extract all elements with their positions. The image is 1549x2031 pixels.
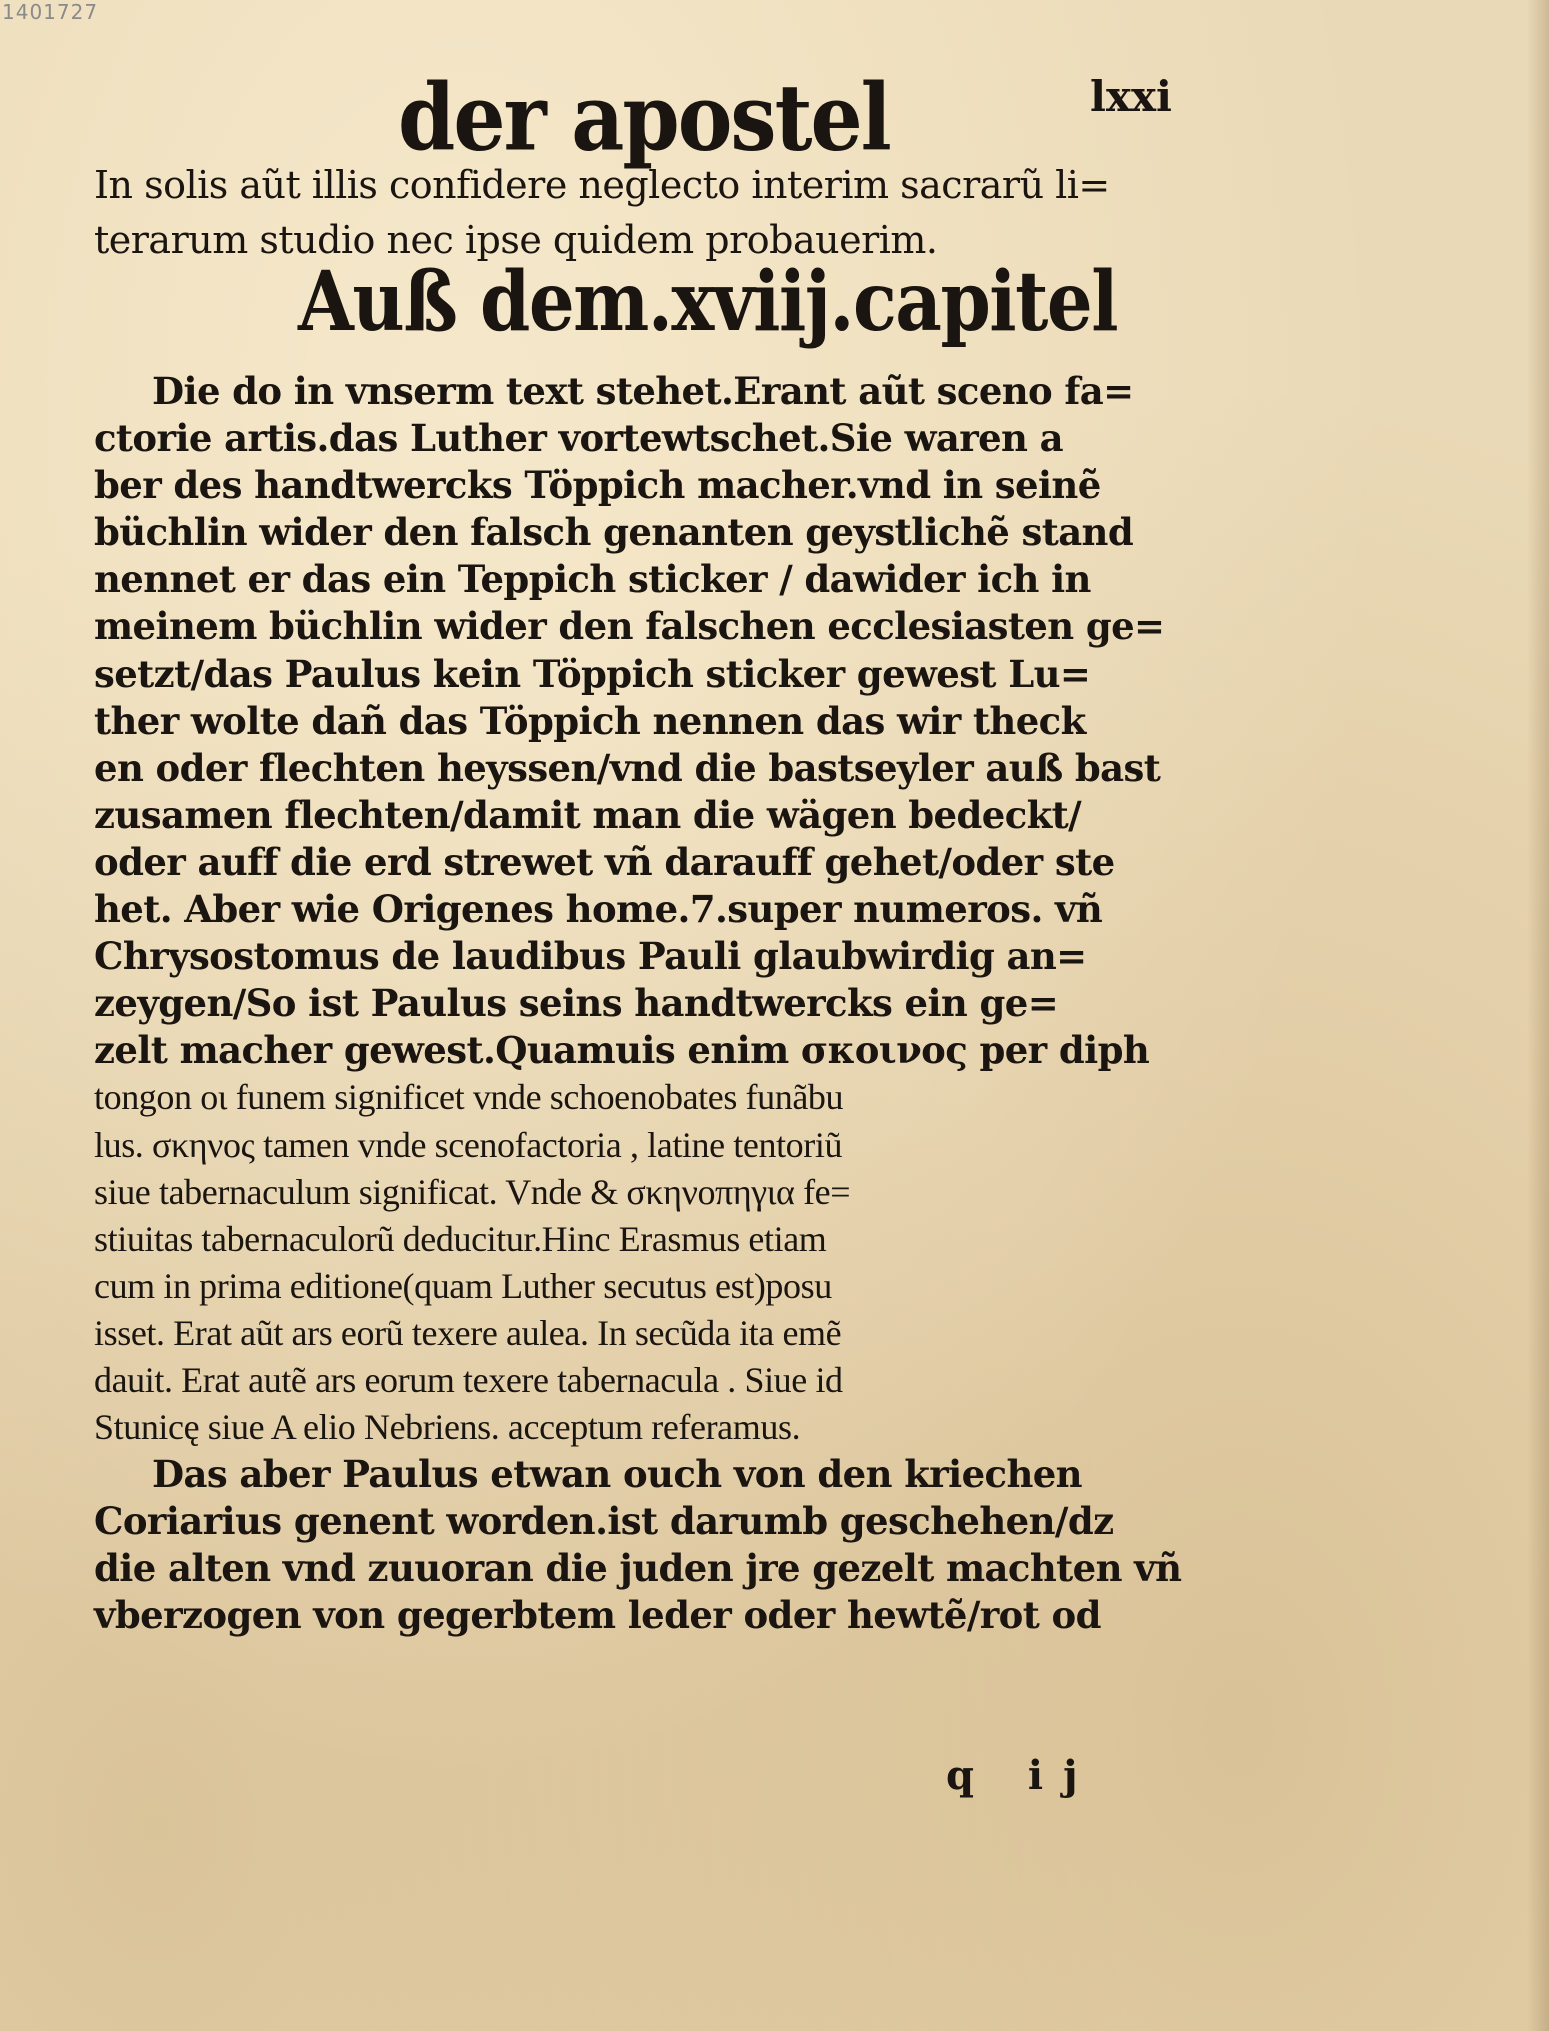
body-line: isset. Erat aũt ars eorũ texere aulea. In secũda ita emẽ (94, 1312, 842, 1353)
folio-number: lxxi (1090, 72, 1172, 121)
body-line: Stunicę siue A elio Nebriens. acceptum referamus. (94, 1407, 801, 1448)
body-line: büchlin wider den falsch genanten geystlichẽ stand (94, 510, 1134, 555)
body-line: ther wolte dañ das Töppich nennen das wir theck (94, 698, 1086, 743)
shelfmark: 1401727 (2, 0, 99, 24)
body-line: ber des handtwercks Töppich macher.vnd in seinẽ (94, 463, 1101, 508)
chapter-heading: Auß dem.xviij.capitel (298, 251, 1118, 350)
latin-intro-line: terarum studio nec ipse quidem probauerim. (94, 218, 938, 262)
body-line: het. Aber wie Origenes home.7.super numeros. vñ (94, 887, 1103, 932)
body-line: Die do in vnserm text stehet.Erant aũt sceno fa= (152, 369, 1134, 413)
body-line: Das aber Paulus etwan ouch von den kriechen (152, 1452, 1082, 1497)
body-line: zusamen flechten/damit man die wägen bedeckt/ (94, 792, 1082, 837)
page-edge-shadow (1527, 0, 1549, 2031)
body-line: stiuitas tabernaculorũ deducitur.Hinc Erasmus etiam (94, 1218, 827, 1259)
body-line: zelt macher gewest.Quamuis enim σκοινος per diph (94, 1028, 1150, 1073)
body-line: zeygen/So ist Paulus seins handtwercks ein ge= (94, 981, 1059, 1026)
body-line: nennet er das ein Teppich sticker / dawider ich in (94, 557, 1091, 602)
body-line: cum in prima editione(quam Luther secutus est)posu (94, 1265, 832, 1306)
body-line: tongon οι funem significet vnde schoenobates funãbu (94, 1077, 844, 1118)
running-head: der apostel (398, 64, 890, 172)
body-line: oder auff die erd strewet vñ darauff gehet/oder ste (94, 839, 1115, 884)
body-text (94, 368, 1182, 1640)
body-line: en oder flechten heyssen/vnd die bastseyler auß bast (94, 745, 1161, 790)
latin-intro-line: In solis aũt illis confidere neglecto interim sacrarũ li= (94, 163, 1110, 207)
body-line: Chrysostomus de laudibus Pauli glaubwirdig an= (94, 934, 1087, 979)
body-line: lus. σκηνος tamen vnde scenofactoria , latine tentoriũ (94, 1124, 843, 1165)
body-line: setzt/das Paulus kein Töppich sticker gewest Lu= (94, 651, 1091, 696)
body-line: Coriarius genent worden.ist darumb geschehen/dz (94, 1499, 1114, 1544)
body-line: siue tabernaculum significat. Vnde & σκηνοπηγια fe= (94, 1171, 851, 1212)
body-line: ctorie artis.das Luther vortewtschet.Sie waren a (94, 416, 1064, 461)
body-line: vberzogen von gegerbtem leder oder hewtẽ/rot od (94, 1593, 1101, 1638)
body-line: meinem büchlin wider den falschen ecclesiasten ge= (94, 604, 1165, 649)
body-line: dauit. Erat autẽ ars eorum texere tabernacula . Siue id (94, 1359, 843, 1400)
body-line: die alten vnd zuuoran die juden jre gezelt machten vñ (94, 1546, 1182, 1591)
signature-mark: q ij (946, 1752, 1098, 1799)
